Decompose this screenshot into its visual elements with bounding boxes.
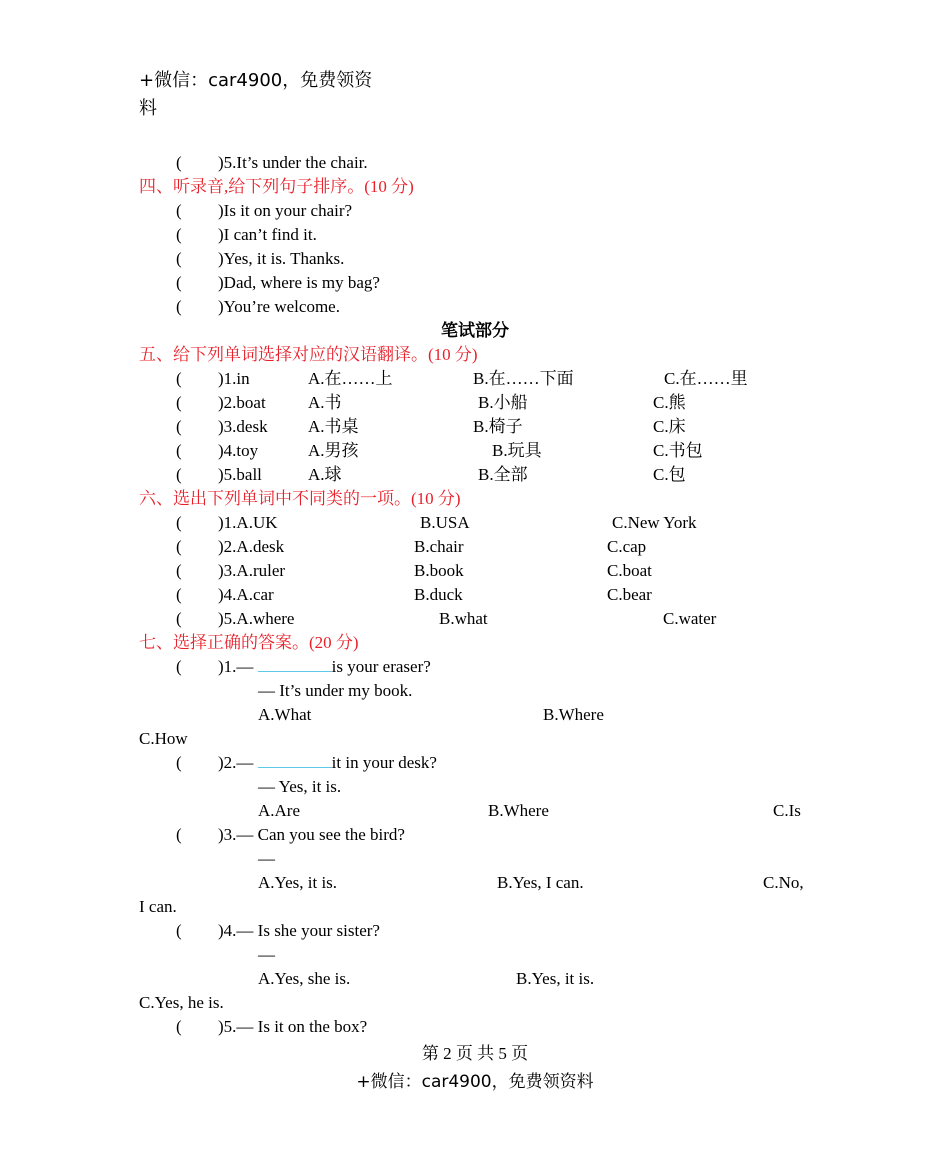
question-text: )5.It’s under the chair. [218, 153, 368, 172]
option-c: C.在……里 [664, 369, 748, 388]
option-c-continued: I can. [139, 897, 177, 916]
question-text [218, 656, 431, 678]
option-a: )4.A.car [218, 585, 274, 604]
option-a: )1.A.UK [218, 513, 278, 532]
option-b: B.玩具 [492, 441, 542, 460]
section-4-title: 四、听录音,给下列句子排序。(10 分) [139, 177, 414, 196]
answer-paren[interactable]: ( [176, 609, 182, 628]
option-b: B.小船 [478, 393, 528, 412]
question-prefix: )2.— [218, 753, 258, 772]
option-c: C.包 [653, 465, 686, 484]
option-b: B.Yes, it is. [516, 969, 595, 988]
answer-paren[interactable]: ( [176, 585, 182, 604]
option-b: B.chair [414, 537, 464, 556]
question-text: )5.— Is it on the box? [218, 1017, 368, 1036]
option-c: C.熊 [653, 393, 686, 412]
question-word: )3.desk [218, 417, 268, 436]
dialog-answer: — [258, 849, 275, 868]
option-a: A.球 [308, 465, 342, 484]
option-b: B.Where [488, 801, 549, 820]
question-text: )3.— Can you see the bird? [218, 825, 405, 844]
dialog-answer: — [258, 945, 275, 964]
answer-paren[interactable]: ( [176, 225, 182, 244]
answer-paren[interactable]: ( [176, 537, 182, 556]
option-b: B.book [414, 561, 464, 580]
answer-paren[interactable]: ( [176, 249, 182, 268]
option-b: B.椅子 [473, 417, 523, 436]
answer-paren[interactable]: ( [176, 441, 182, 460]
question-prefix: )1.— [218, 657, 258, 676]
option-b: B.在……下面 [473, 369, 574, 388]
section-5-title: 五、给下列单词选择对应的汉语翻译。(10 分) [139, 345, 478, 364]
question-text: )4.— Is she your sister? [218, 921, 380, 940]
option-c: C.boat [607, 561, 652, 580]
option-a: A.What [258, 705, 312, 724]
question-row [176, 200, 352, 222]
answer-paren[interactable]: ( [176, 465, 182, 484]
answer-paren[interactable]: ( [176, 753, 182, 772]
option-c: C.Is [773, 801, 801, 820]
section-7-title: 七、选择正确的答案。(20 分) [139, 633, 359, 652]
question-text: )Is it on your chair? [218, 201, 353, 220]
fill-blank[interactable] [258, 752, 332, 768]
answer-paren[interactable]: ( [176, 273, 182, 292]
option-c: C.书包 [653, 441, 703, 460]
question-row [176, 296, 340, 318]
answer-paren[interactable]: ( [176, 393, 182, 412]
question-word: )2.boat [218, 393, 266, 412]
dialog-answer: — It’s under my book. [258, 681, 413, 700]
option-a: )5.A.where [218, 609, 295, 628]
option-a: A.书桌 [308, 417, 359, 436]
answer-paren[interactable]: ( [176, 1017, 182, 1036]
answer-paren[interactable]: ( [176, 153, 182, 172]
option-c: C.床 [653, 417, 686, 436]
question-word: )4.toy [218, 441, 259, 460]
option-a: A.男孩 [308, 441, 359, 460]
question-suffix: it in your desk? [331, 753, 437, 772]
option-a: A.书 [308, 393, 342, 412]
answer-paren[interactable]: ( [176, 657, 182, 676]
question-suffix: is your eraser? [331, 657, 431, 676]
answer-paren[interactable]: ( [176, 201, 182, 220]
page-number: 第 2 页 共 5 页 [421, 1044, 529, 1063]
option-c: C.water [663, 609, 717, 628]
question-row [176, 272, 380, 294]
option-c: C.cap [607, 537, 647, 556]
option-b: B.duck [414, 585, 463, 604]
answer-paren[interactable]: ( [176, 921, 182, 940]
question-text: )Dad, where is my bag? [218, 273, 380, 292]
option-a: A.Yes, she is. [258, 969, 351, 988]
option-a: A.Are [258, 801, 301, 820]
option-a: )3.A.ruler [218, 561, 286, 580]
footer-promo: +微信：car4900，免费领资料 [356, 1072, 594, 1092]
answer-paren[interactable]: ( [176, 513, 182, 532]
answer-paren[interactable]: ( [176, 417, 182, 436]
option-a: A.在……上 [308, 369, 393, 388]
question-word: )5.ball [218, 465, 262, 484]
option-a: A.Yes, it is. [258, 873, 338, 892]
option-b: B.Where [543, 705, 604, 724]
option-b: B.全部 [478, 465, 528, 484]
option-b: B.USA [420, 513, 470, 532]
dialog-answer: — Yes, it is. [258, 777, 342, 796]
question-text: )You’re welcome. [218, 297, 340, 316]
fill-blank[interactable] [258, 656, 332, 672]
question-row [176, 224, 317, 246]
section-6-title: 六、选出下列单词中不同类的一项。(10 分) [139, 489, 461, 508]
question-text: )Yes, it is. Thanks. [218, 249, 345, 268]
question-row [176, 248, 344, 270]
option-c: C.How [139, 729, 188, 748]
question-word: )1.in [218, 369, 250, 388]
option-b: B.what [439, 609, 488, 628]
question-text [218, 752, 437, 774]
answer-paren[interactable]: ( [176, 297, 182, 316]
option-c: C.New York [612, 513, 697, 532]
answer-paren[interactable]: ( [176, 561, 182, 580]
option-c: C.bear [607, 585, 652, 604]
header-promo-line1: +微信：car4900，免费领资 [139, 70, 373, 91]
option-b: B.Yes, I can. [497, 873, 584, 892]
header-promo-line2: 料 [139, 98, 157, 119]
answer-paren[interactable]: ( [176, 369, 182, 388]
answer-paren[interactable]: ( [176, 825, 182, 844]
option-c: C.Yes, he is. [139, 993, 224, 1012]
question-row [176, 152, 368, 174]
option-a: )2.A.desk [218, 537, 285, 556]
question-text: )I can’t find it. [218, 225, 317, 244]
option-c: C.No, [763, 873, 804, 892]
written-part-title: 笔试部分 [441, 321, 509, 340]
